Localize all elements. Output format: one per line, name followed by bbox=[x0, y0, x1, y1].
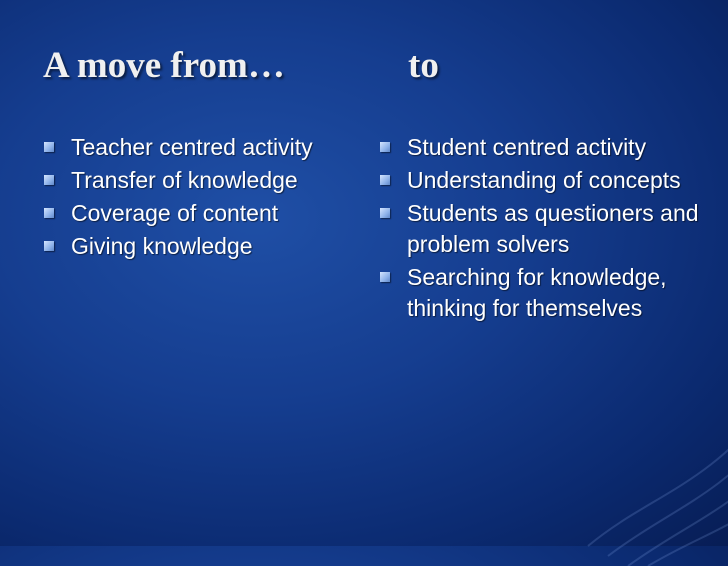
list-item-text: Coverage of content bbox=[71, 200, 279, 226]
list-item bbox=[44, 198, 344, 229]
list-item-text: Teacher centred activity bbox=[71, 134, 313, 160]
list-item bbox=[380, 165, 700, 196]
list-item-text: Transfer of knowledge bbox=[71, 167, 298, 193]
square-bullet-icon bbox=[380, 208, 390, 218]
list-item-text: Understanding of concepts bbox=[407, 167, 681, 193]
list-item bbox=[44, 132, 344, 163]
list-item-text: Students as questioners and problem solvers bbox=[407, 200, 699, 257]
list-item bbox=[44, 231, 344, 262]
right-bullet-list bbox=[380, 132, 700, 326]
list-item-text: Searching for knowledge, thinking for themselves bbox=[407, 264, 667, 321]
background-swirl-decoration bbox=[568, 346, 728, 566]
square-bullet-icon bbox=[44, 208, 54, 218]
square-bullet-icon bbox=[380, 272, 390, 282]
square-bullet-icon bbox=[44, 241, 54, 251]
list-item-text: Giving knowledge bbox=[71, 233, 253, 259]
square-bullet-icon bbox=[44, 175, 54, 185]
list-item bbox=[380, 262, 700, 324]
square-bullet-icon bbox=[380, 142, 390, 152]
list-item-text: Student centred activity bbox=[407, 134, 647, 160]
list-item bbox=[44, 165, 344, 196]
slide-title-right: to bbox=[408, 45, 439, 86]
square-bullet-icon bbox=[44, 142, 54, 152]
left-bullet-list bbox=[44, 132, 344, 264]
list-item bbox=[380, 198, 700, 260]
square-bullet-icon bbox=[380, 175, 390, 185]
slide-title-left: A move from… bbox=[43, 45, 285, 86]
list-item bbox=[380, 132, 700, 163]
